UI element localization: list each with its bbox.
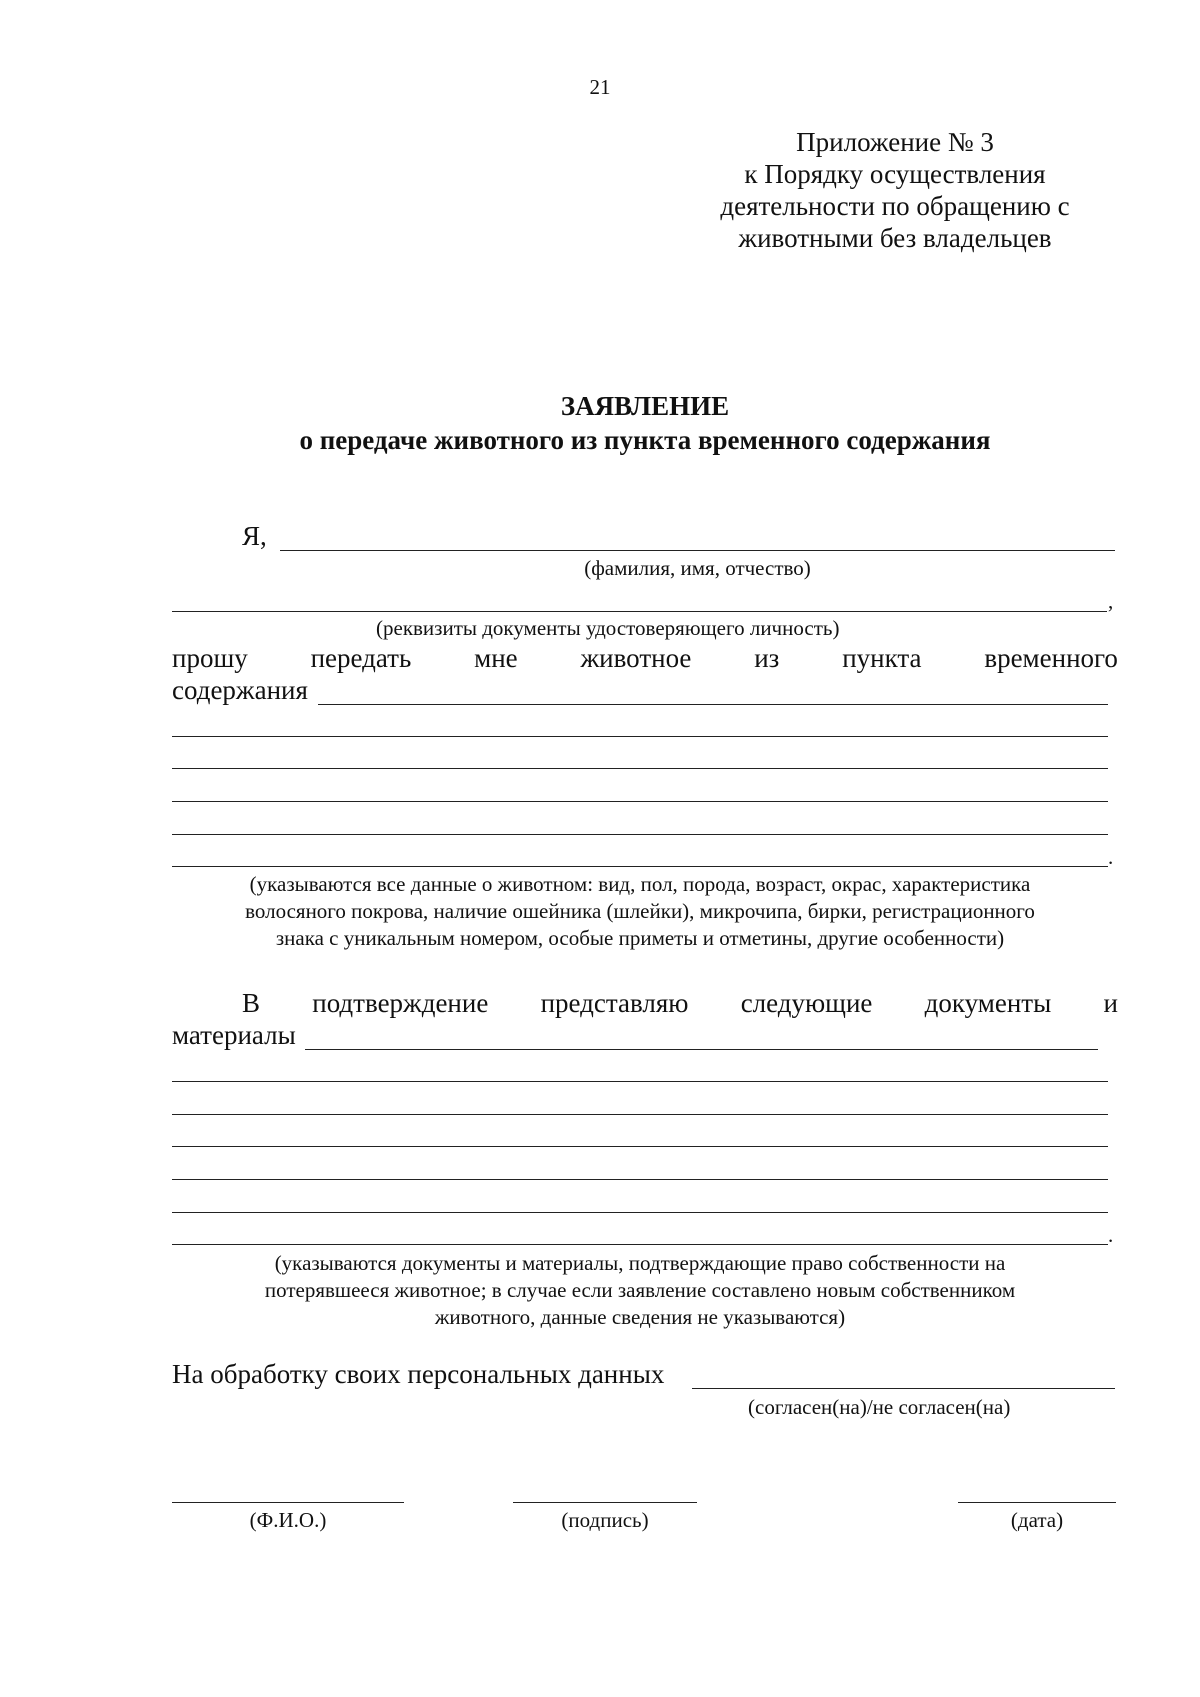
request-word: животное	[580, 643, 692, 673]
date-field[interactable]	[958, 1502, 1116, 1503]
documents-field[interactable]	[172, 1179, 1108, 1180]
animal-details-field[interactable]	[172, 834, 1108, 835]
animal-details-field[interactable]	[172, 736, 1108, 737]
documents-field[interactable]	[172, 1081, 1108, 1082]
applicant-name-caption: (фамилия, имя, отчество)	[584, 556, 811, 580]
request-line2-label: содержания	[172, 675, 308, 705]
documents-field[interactable]	[172, 1244, 1108, 1245]
document-title: ЗАЯВЛЕНИЕ	[560, 391, 730, 421]
documents-caption-2: потерявшееся животное; в случае если заявление составлено новым собственником	[264, 1278, 1016, 1302]
appendix-line-2: к Порядку осуществления	[744, 159, 1046, 189]
fio-caption: (Ф.И.О.)	[249, 1508, 327, 1532]
fio-field[interactable]	[172, 1502, 404, 1503]
documents-field[interactable]	[172, 1114, 1108, 1115]
confirmation-sentence-line	[242, 987, 1118, 1019]
consent-caption: (согласен(на)/не согласен(на)	[748, 1395, 1011, 1419]
animal-details-end-period: .	[1108, 845, 1114, 869]
appendix-block	[700, 126, 1090, 254]
appendix-line-4: животными без владельцев	[738, 223, 1052, 253]
document-subtitle: о передаче животного из пункта временного содержания	[299, 425, 991, 455]
documents-end-period: .	[1108, 1223, 1114, 1247]
signature-field[interactable]	[513, 1502, 697, 1503]
identity-document-field[interactable]	[172, 611, 1107, 612]
appendix-line-1: Приложение № 3	[796, 127, 994, 157]
animal-details-field[interactable]	[172, 768, 1108, 769]
confirmation-word: подтверждение	[312, 988, 489, 1018]
identity-document-caption: (реквизиты документы удостоверяющего личность)	[376, 616, 840, 640]
appendix-line-3: деятельности по обращению с	[720, 191, 1070, 221]
applicant-name-field[interactable]	[280, 550, 1115, 551]
request-word: передать	[310, 643, 412, 673]
request-word: пункта	[842, 643, 922, 673]
identity-trailing-comma: ,	[1108, 589, 1114, 613]
applicant-prefix: Я,	[242, 521, 267, 551]
animal-details-field[interactable]	[318, 704, 1108, 705]
confirmation-word: и	[1103, 988, 1118, 1018]
animal-details-caption-1: (указываются все данные о животном: вид, пол, порода, возраст, окрас, характеристика	[249, 872, 1031, 896]
documents-field[interactable]	[305, 1049, 1098, 1050]
consent-field[interactable]	[692, 1388, 1115, 1389]
animal-details-field[interactable]	[172, 801, 1108, 802]
documents-caption-3: животного, данные сведения не указываются)	[434, 1305, 846, 1329]
request-word: из	[754, 643, 780, 673]
request-word: прошу	[172, 643, 248, 673]
animal-details-field[interactable]	[172, 866, 1108, 867]
documents-field[interactable]	[172, 1146, 1108, 1147]
confirmation-word: следующие	[740, 988, 873, 1018]
documents-field[interactable]	[172, 1212, 1108, 1213]
request-word: мне	[474, 643, 518, 673]
confirmation-word: документы	[924, 988, 1052, 1018]
animal-details-caption-3: знака с уникальным номером, особые приметы и отметины, другие особенности)	[275, 926, 1005, 950]
date-caption: (дата)	[1010, 1508, 1064, 1532]
confirmation-word: представляю	[540, 988, 689, 1018]
consent-label: На обработку своих персональных данных	[172, 1359, 665, 1389]
page-number: 21	[589, 75, 611, 99]
request-word: временного	[984, 643, 1118, 673]
confirmation-word: В	[242, 988, 261, 1018]
request-sentence-line	[172, 642, 1118, 674]
documents-caption-1: (указываются документы и материалы, подтверждающие право собственности на	[274, 1251, 1006, 1275]
signature-caption: (подпись)	[561, 1508, 649, 1532]
animal-details-caption-2: волосяного покрова, наличие ошейника (шлейки), микрочипа, бирки, регистрационного	[245, 899, 1035, 923]
confirmation-line2-label: материалы	[172, 1020, 296, 1050]
